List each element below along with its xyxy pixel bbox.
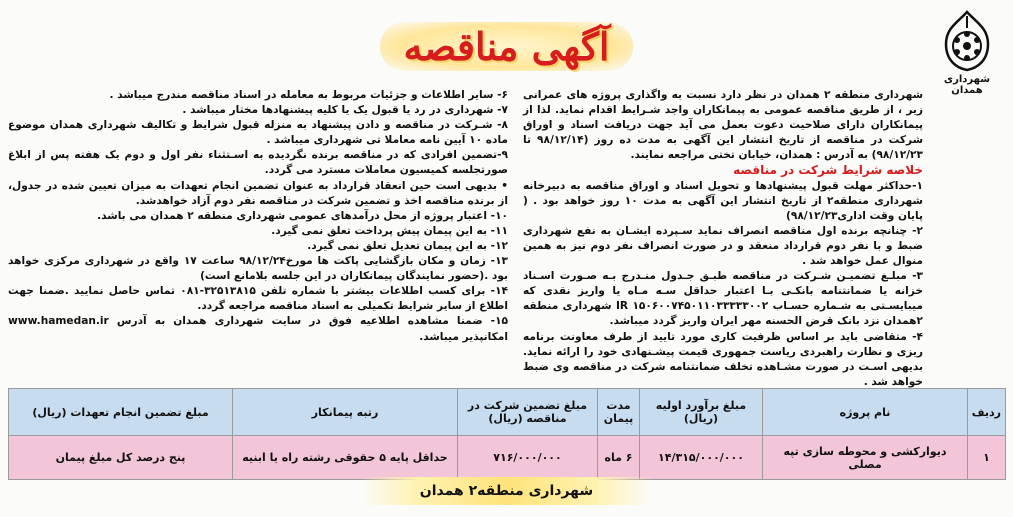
cell-row-number: ۱ [968, 436, 1006, 480]
condition-item: ۸- شـرکت در مناقصه و دادن پیشنهاد به منزله قبول شرایط و تکالیف شهرداری همدان موضوع ماده ۱۰ آیین نامه معاملا تی شهرداری میباشد . [8, 119, 508, 147]
cell-contractor-grade: حداقل پایه ۵ حقوقی رشته راه یا ابنیه [233, 436, 458, 480]
ad-title-wrapper [0, 22, 1013, 71]
cell-contract-duration: ۶ ماه [598, 436, 640, 480]
cell-performance-guarantee: پنج درصد کل مبلغ پیمان [9, 436, 233, 480]
header-participation-guarantee: مبلغ تضمین شرکت در مناقصه (ریال) [458, 389, 598, 436]
tender-table [8, 388, 1006, 480]
conditions-heading: خلاصه شرایط شرکت در مناقصه [733, 163, 923, 178]
intro-paragraph: شهرداری منطقه ۲ همدان در نظر دارد نسبت به واگذاری پروژه های عمرانی زیر ، از طریق مناقصه عمومی به پیمانکاران واجد شـرایط اقدام نماید. لذا از پیمانکاران دارای صلاحیت دعوت بعمل می آید جهت دریافت اسناد و اوراق شرکت در مناقصه از تاریخ انتشار این آگهی به مدت ده روز (۹۸/۱۲/۱۴ تا ۹۸/۱۲/۲۳) به آدرس : همدان، خیابان تختی مراجعه نمایند. [523, 89, 924, 162]
condition-item: ۴- متقاضی باید بر اساس ظرفیت کاری مورد تایید از طرف معاونت برنامه ریزی و نظارت راهبردی ریاست جمهوری قیمت پیشـنهادی خود را ارائه نماید. بدیهی اسـت در صورت مشـاهده تخلف ضمانتنامه شرکت در مناقصه وی ضبط خواهد شد . [523, 330, 923, 388]
header-initial-estimate: مبلغ برآورد اولیه (ریال) [640, 389, 763, 436]
ad-title: آگهی مناقصه [380, 22, 634, 71]
cell-project-name: دیوارکشی و محوطه سازی تپه مصلی [763, 436, 968, 480]
condition-item: ۳- مبلـغ تضمیـن شـرکت در مناقصه طبـق جـدول منـدرج بـه صـورت اسـناد خزانه یا ضمانتنامه بانکـی بـا اعتبار حداقل سـه مـاه یا واریز نقدی که میبایسـتی به شـماره حسـاب IR ۱۵۰۶۰۰۷۴۵۰۱۱۰۳۳۳۳۳۰۰۲ شهرداری منطقه ۲همدان نزد بانک قرض الحسنه مهر ایران واریز گردد میباشد. [523, 270, 923, 328]
condition-item: ۱۰- اعتبار پروژه از محل درآمدهای عمومی شهرداری منطقه ۲ همدان می باشد. [97, 209, 508, 222]
condition-item: ۱-حداکثر مهلت قبول پیشنهادها و تحویل اسناد و اوراق مناقصه به دبیرخانه شهرداری منطقه۲ از تاریخ انتشار این آگهی به مدت ۱۰ روز خواهد بود . ( پایان وقت اداری۹۸/۱۲/۲۳) [523, 179, 923, 222]
cell-initial-estimate: ۱۴/۳۱۵/۰۰۰/۰۰۰ [640, 436, 763, 480]
condition-item: ۲- چنانچه برنده اول مناقصه انصراف نماید سـپرده ایشـان به نفع شهرداری ضبط و با نفر دوم قرارداد منعقد و در صورت انصراف نفر دوم نیز به همین منوال عمل خواهد شد . [523, 224, 923, 268]
table-row [9, 436, 1006, 480]
left-column [8, 88, 508, 345]
condition-item: ۱۳- زمان و مکان بازگشایی پاکت ها مورخ۹۸/۱۲/۲۴ ساعت ۱۷ واقع در شهرداری مرکزی خواهد بود .(حضور نمایندگان پیمانکاران در این جلسه بلامانع است) [8, 255, 508, 283]
condition-item: ۱۱- به این پیمان پیش پرداخت تعلق نمی گیرد. [271, 224, 508, 237]
condition-item: ۱۲- به این پیمان تعدیل تعلق نمی گیرد. [307, 239, 508, 252]
condition-item: ۷- شهرداری در رد یا قبول یک یا کلیه پیشنهادها مختار میباشد . [182, 104, 508, 117]
condition-item: ۱۵- ضمنا مشاهده اطلاعیه فوق در سایت شهرداری همدان به آدرس www.hamedan.ir امکانپذیر میباشد. [8, 315, 508, 343]
header-performance-guarantee: مبلغ تضمین انجام تعهدات (ریال) [9, 389, 233, 436]
condition-item: ۹-تضمین افرادی که در مناقصه برنده نگردیده به اسـتثناء نفر اول و دوم یک هفته پس از ابلاغ صورتجلسه کمیسیون معاملات مسترد می گردد. [8, 149, 508, 177]
header-project-name: نام پروژه [763, 389, 968, 436]
table-header-row [9, 389, 1006, 436]
right-column [523, 88, 923, 405]
condition-item: • بدیهی است حین انعقاد قرارداد به عنوان تضمین انجام تعهدات به میزان تعیین شده در جدول، از برنده مناقصه اخذ و تضمین شرکت در مناقصه نفر دوم آزاد خواهدشد. [8, 179, 508, 207]
header-row-number: ردیف [968, 389, 1006, 436]
condition-item: ۱۴- برای کسب اطلاعات بیشتر با شماره تلفن ۳۲۵۱۳۸۱۵-۰۸۱ تماس حاصل نمایید .ضمنا جهت اطلاع از سایر شرایط تکمیلی به اسناد مناقصه مراجعه گردد. [8, 285, 508, 313]
header-contract-duration: مدت پیمان [598, 389, 640, 436]
header-contractor-grade: رتبه پیمانکار [233, 389, 458, 436]
cell-participation-guarantee: ۷۱۶/۰۰۰/۰۰۰ [458, 436, 598, 480]
footer-banner-wrapper [0, 477, 1013, 505]
condition-item: ۶- سایر اطلاعات و جزئیات مربوط به معامله در اسناد مناقصه مندرج میباشد . [109, 89, 508, 101]
footer-banner: شهرداری منطقه۲ همدان [360, 477, 653, 505]
logo-caption: شهرداری همدان [943, 74, 991, 96]
